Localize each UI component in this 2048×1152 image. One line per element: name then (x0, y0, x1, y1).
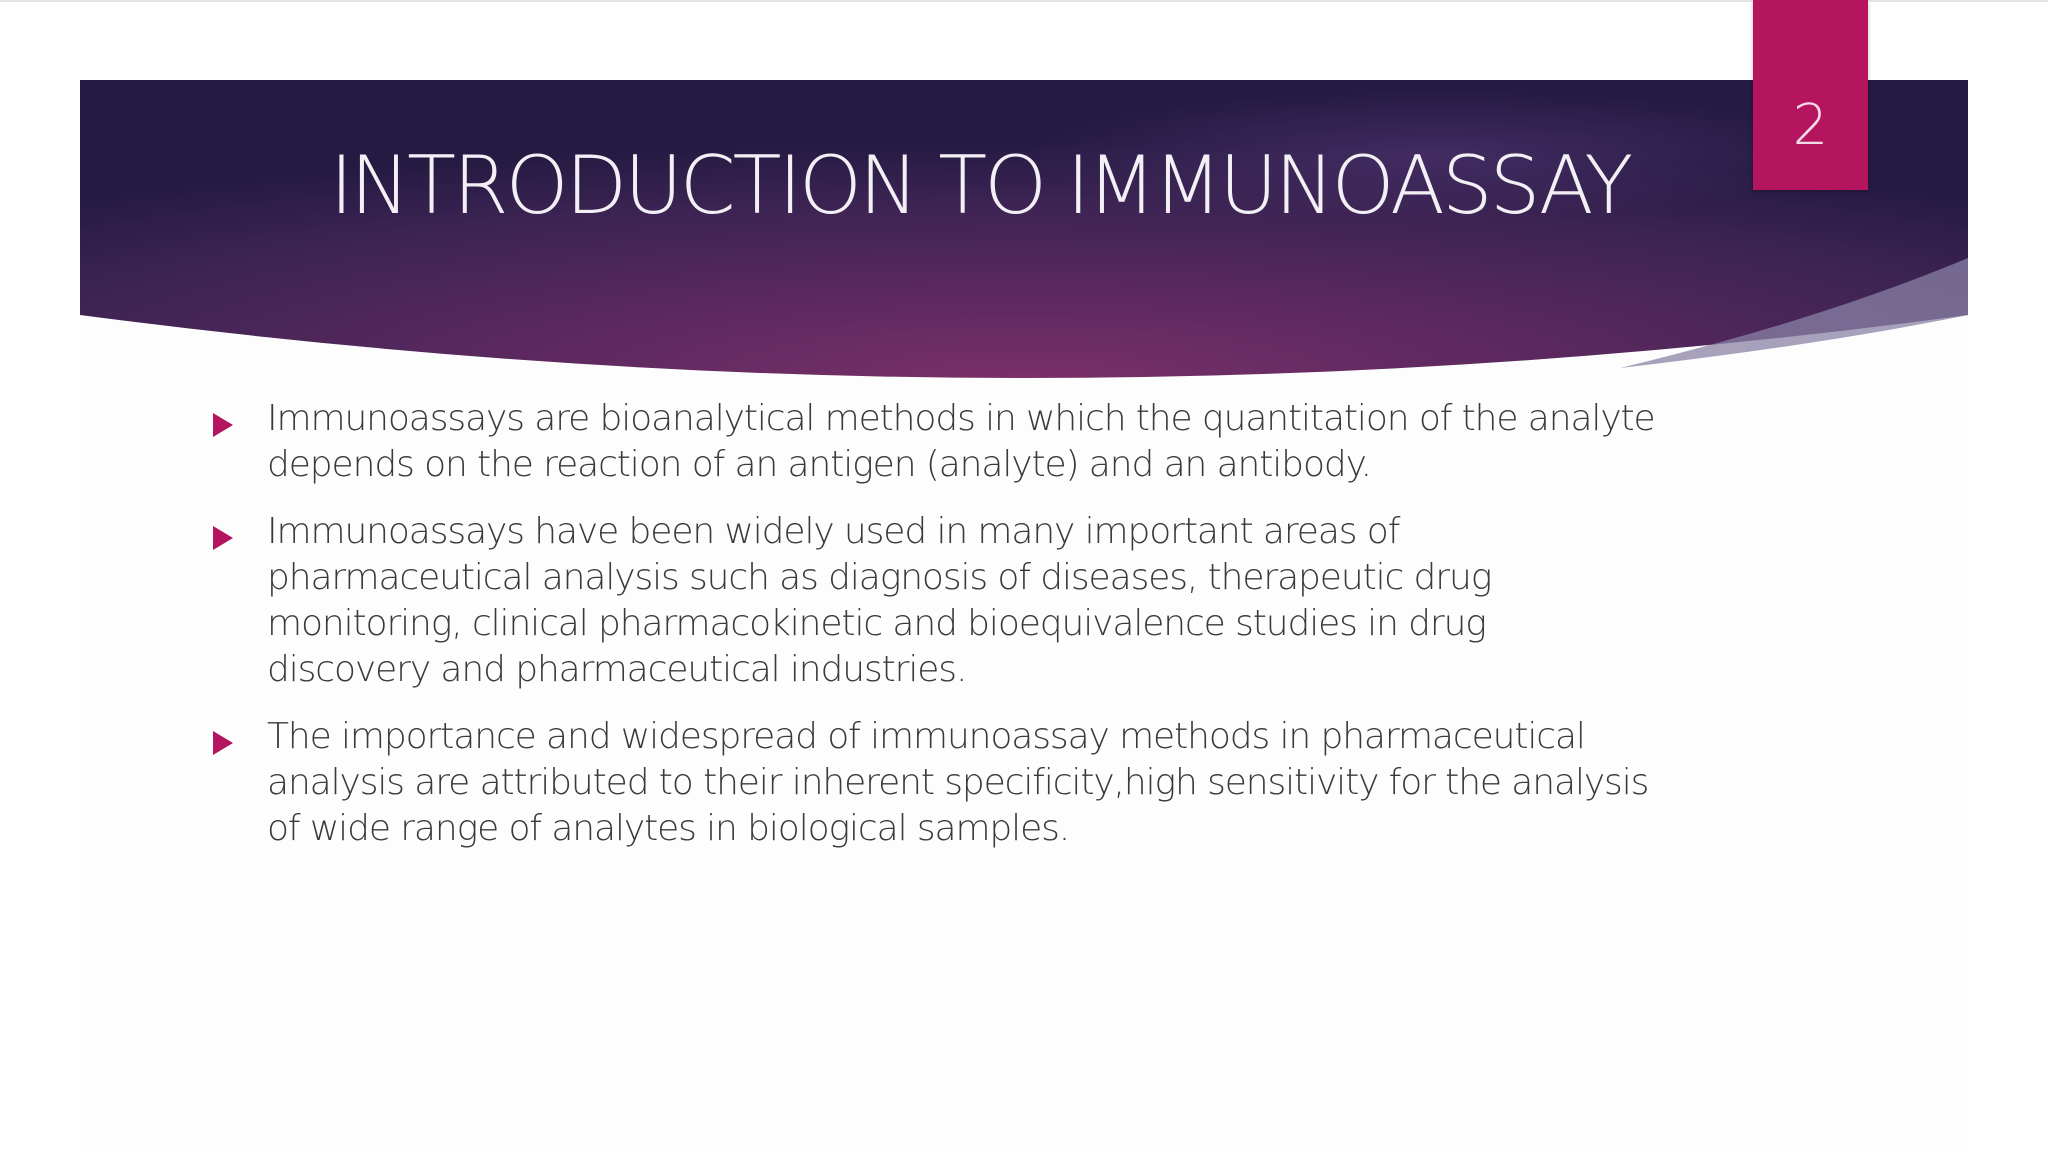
bullet-item (205, 396, 1675, 488)
bullet-text (267, 396, 1675, 488)
slide-number-tab (1753, 0, 1868, 190)
slide-title: INTRODUCTION TO IMMUNOASSAY (329, 139, 1631, 232)
bullet-line: monitoring, clinical pharmacokinetic and bioequivalence studies in drug (267, 603, 1486, 644)
bullet-line: Immunoassays have been widely used in many important areas of (267, 511, 1400, 552)
bullet-text (267, 714, 1675, 852)
bullet-item (205, 509, 1675, 693)
bullet-line: of wide range of analytes in biological samples. (267, 808, 1070, 849)
triangle-right-icon (213, 731, 233, 755)
bullet-line: analysis are attributed to their inherent specificity,high sensitivity for the analysis (267, 762, 1649, 803)
triangle-right-icon (213, 526, 233, 550)
bullet-line: The importance and widespread of immunoassay methods in pharmaceutical (267, 716, 1585, 757)
bullet-list (205, 396, 1675, 873)
triangle-right-icon (213, 413, 233, 437)
bullet-item (205, 714, 1675, 852)
bullet-line: depends on the reaction of an antigen (analyte) and an antibody. (267, 444, 1372, 485)
bullet-line: Immunoassays are bioanalytical methods in which the quantitation of the analyte (267, 398, 1655, 439)
slide-number: 2 (1792, 93, 1829, 158)
bullet-line: pharmaceutical analysis such as diagnosis of diseases, therapeutic drug (267, 557, 1492, 598)
bullet-line: discovery and pharmaceutical industries. (267, 649, 967, 690)
bullet-text (267, 509, 1675, 693)
